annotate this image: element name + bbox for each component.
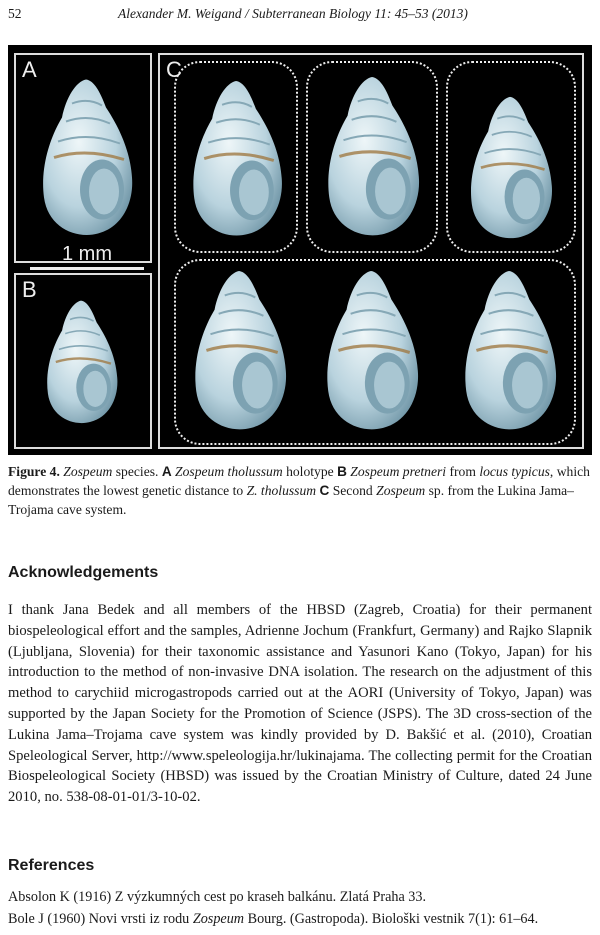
reference-taxon: Zospeum xyxy=(192,911,245,927)
caption-text: sp. from the Lukina Jama–Trojama cave system. xyxy=(8,483,574,517)
caption-panel-c: C xyxy=(319,483,330,498)
caption-taxon: Zospeum pretneri xyxy=(350,464,447,479)
panel-a xyxy=(14,53,152,263)
caption-panel-b: B xyxy=(337,464,347,479)
caption-taxon: Zospeum tholussum xyxy=(175,464,283,479)
caption-text: from xyxy=(446,464,480,479)
scale-bar xyxy=(30,243,144,270)
figure-4 xyxy=(8,45,592,455)
references-heading: References xyxy=(8,857,95,874)
panel-b-label: B xyxy=(22,277,37,302)
shell-image-a xyxy=(36,75,136,245)
panel-c-label: C xyxy=(166,57,182,82)
reference-text: Bole J (1960) Novi vrsti iz rodu xyxy=(8,911,193,927)
shell-image-c5 xyxy=(312,269,430,437)
caption-text: species. xyxy=(112,464,162,479)
caption-taxon: Zospeum xyxy=(63,464,113,479)
panel-b xyxy=(14,273,152,449)
caption-taxon: Z. tholussum xyxy=(246,483,317,498)
caption-locality: locus typicus xyxy=(479,464,550,479)
reference-item xyxy=(8,908,592,930)
page-number: 52 xyxy=(8,6,22,21)
acknowledgements-heading: Acknowledgements xyxy=(8,564,159,581)
caption-text: Second xyxy=(329,483,377,498)
caption-text: , which demonstrates the lowest genetic distance to xyxy=(8,464,590,498)
scale-bar-label: 1 mm xyxy=(62,243,112,265)
shell-image-c4 xyxy=(182,269,296,437)
acknowledgements-text: I thank Jana Bedek and all members of the HBSD (Zagreb, Croatia) for their permanent biospeleological effort and the samples, Adrienne Jochum (Frankfurt, Germany) and Rajko Slapnik (Ljubljana, Slovenia) for their taxonomic assistance and Yasunori Kano (Tokyo, Japan) for his introduction to the method of non-invasive DNA isolation. The research on the adjustment of this method to carychiid microgastropods carried out at the AORI (University of Tokyo, Japan) was supported by the Japan Society for the Promotion of Science (JSPS). The 3D cross-section of the Lukina Jama–Trojama cave system was kindly provided by D. Bakšić et al. (2010), Croatian Speleological Server, http://www.speleologija.hr/lukinajama. The collecting permit for the Croatian Biospeleological Society (HBSD) was issued by the Croatian Ministry of Culture, dated 24 June 2010, no. 538-08-01-01/3-10-02. xyxy=(8,602,592,806)
caption-taxon: Zospeum xyxy=(376,483,426,498)
reference-list xyxy=(8,886,592,930)
shell-image-c6 xyxy=(450,269,568,437)
reference-item: Absolon K (1916) Z výzkumných cest po kraseh balkánu. Zlatá Praha 33. xyxy=(8,889,427,905)
reference-text: Bourg. (Gastropoda). Biološki vestnik 7(1): 61–64. xyxy=(244,911,539,927)
panel-c xyxy=(158,53,584,449)
running-header xyxy=(8,6,592,26)
shell-image-c3 xyxy=(458,95,562,245)
shell-image-c1 xyxy=(184,79,288,243)
running-title: Alexander M. Weigand / Subterranean Biology 11: 45–53 (2013) xyxy=(118,6,468,21)
panel-a-label: A xyxy=(22,57,37,82)
caption-text: holotype xyxy=(282,464,338,479)
shell-image-b xyxy=(40,299,122,429)
figure-caption xyxy=(8,462,592,519)
shell-image-c2 xyxy=(320,75,424,243)
caption-panel-a: A xyxy=(161,464,172,479)
caption-label: Figure 4. xyxy=(8,464,60,479)
scale-bar-line xyxy=(30,267,144,270)
